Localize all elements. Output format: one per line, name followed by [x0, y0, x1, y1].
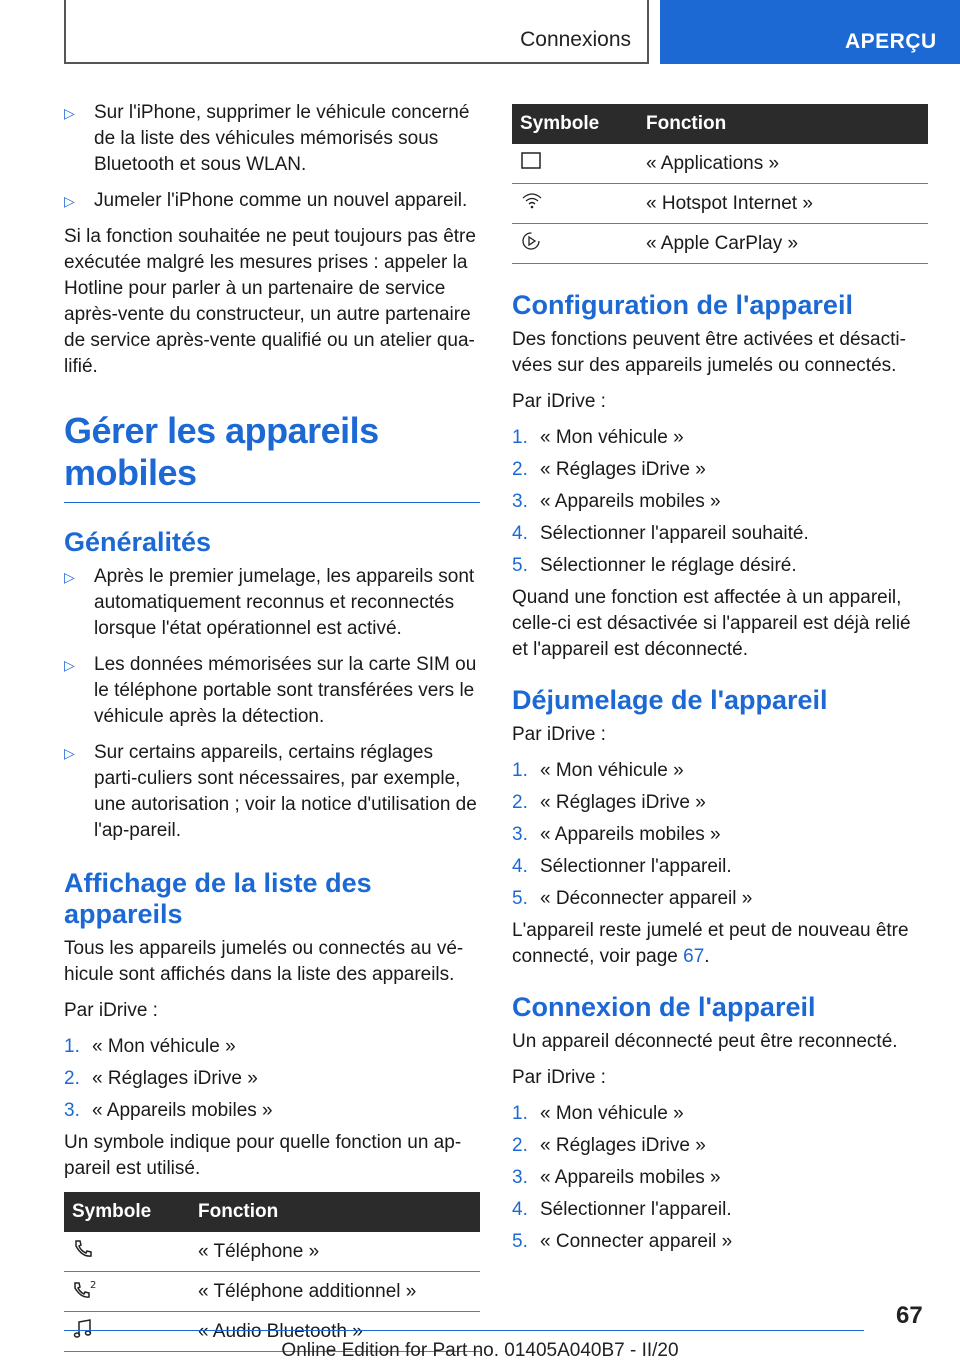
table-row — [512, 224, 928, 264]
step-item: 3. « Appareils mobiles » — [64, 1100, 273, 1121]
paragraph-configuration: Des fonctions peuvent être activées et désacti-vées sur des appareils jumelés ou connectés. — [512, 329, 906, 376]
paragraph-configuration-note: Quand une fonction est affectée à un appareil, celle-ci est désactivée si l'appareil est déjà relié et l'appareil est déconnecté. — [512, 587, 911, 660]
step-item: 2. « Réglages iDrive » — [512, 459, 706, 480]
section-title: Connexions — [520, 28, 631, 51]
left-column — [64, 100, 480, 1352]
page-link[interactable]: 67 — [683, 946, 705, 967]
table-cell-function: « Téléphone additionnel » — [190, 1272, 480, 1312]
list-item: ▷ Jumeler l'iPhone comme un nouvel appareil. — [64, 188, 480, 214]
step-item: 3. « Appareils mobiles » — [512, 824, 721, 845]
par-idrive-label: Par iDrive : — [512, 724, 606, 745]
paragraph-hotline: Si la fonction souhaitée ne peut toujours pas être exécutée malgré les mesures prises : appeler la Hotline pour parler à un partenaire de service après-vente du constructeur, un autre partenaire de service après-vente qualifié ou un atelier qua-lifié. — [64, 226, 476, 377]
wifi-hotspot-icon — [520, 196, 544, 217]
table-cell-function: « Apple CarPlay » — [638, 224, 928, 264]
step-item: 1. « Mon véhicule » — [512, 427, 684, 448]
svg-text:2: 2 — [90, 1279, 97, 1291]
tab-apercu-label: APERÇU — [845, 30, 937, 53]
table-row — [512, 184, 928, 224]
phone-icon — [72, 1244, 94, 1265]
step-item: 5. « Connecter appareil » — [512, 1231, 733, 1252]
table-cell-function: « Applications » — [638, 144, 928, 184]
heading-device-list: Affichage de la liste des appareils — [64, 868, 372, 929]
heading-unpair: Déjumelage de l'appareil — [512, 685, 828, 715]
apps-icon — [520, 156, 542, 177]
table-row — [64, 1272, 480, 1312]
step-item: 2. « Réglages iDrive » — [64, 1068, 258, 1089]
table-row — [64, 1232, 480, 1272]
step-item: 2. « Réglages iDrive » — [512, 792, 706, 813]
page-title: Gérer les appareils mobiles — [64, 410, 480, 503]
triangle-bullet-icon: ▷ — [64, 193, 75, 209]
triangle-bullet-icon: ▷ — [64, 105, 75, 121]
footer-edition: Online Edition for Part no. 01405A040B7 - II/20 — [281, 1340, 679, 1361]
table-header-symbol: Symbole — [64, 1192, 190, 1232]
table-header-function: Fonction — [638, 104, 928, 144]
triangle-bullet-icon: ▷ — [64, 569, 75, 585]
par-idrive-label: Par iDrive : — [512, 391, 606, 412]
tab-apercu[interactable] — [660, 0, 960, 64]
page-number: 67 — [896, 1302, 923, 1329]
page-header — [0, 0, 960, 66]
symbol-table — [512, 104, 928, 264]
par-idrive-label: Par iDrive : — [512, 1067, 606, 1088]
step-item: 4. Sélectionner l'appareil. — [512, 1199, 732, 1220]
table-cell-function: « Hotspot Internet » — [638, 184, 928, 224]
heading-generalites: Généralités — [64, 527, 212, 557]
paragraph-symbol: Un symbole indique pour quelle fonction un ap-pareil est utilisé. — [64, 1132, 462, 1179]
step-item: 4. Sélectionner l'appareil souhaité. — [512, 523, 809, 544]
right-column — [512, 104, 928, 1261]
step-item: 1. « Mon véhicule » — [512, 1103, 684, 1124]
paragraph-connect: Un appareil déconnecté peut être reconnecté. — [512, 1031, 898, 1052]
heading-connect: Connexion de l'appareil — [512, 992, 816, 1022]
step-item: 1. « Mon véhicule » — [512, 760, 684, 781]
heading-configuration: Configuration de l'appareil — [512, 290, 853, 320]
step-item: 2. « Réglages iDrive » — [512, 1135, 706, 1156]
step-item: 3. « Appareils mobiles » — [512, 1167, 721, 1188]
step-item: 5. Sélectionner le réglage désiré. — [512, 555, 797, 576]
footer-rule — [64, 1330, 864, 1331]
table-header-function: Fonction — [190, 1192, 480, 1232]
step-item: 3. « Appareils mobiles » — [512, 491, 721, 512]
section-box — [64, 0, 649, 64]
step-item: 5. « Déconnecter appareil » — [512, 888, 753, 909]
table-header-symbol: Symbole — [512, 104, 638, 144]
triangle-bullet-icon: ▷ — [64, 745, 75, 761]
paragraph-unpair-note: L'appareil reste jumelé et peut de nouveau être connecté, voir page 67. — [512, 920, 909, 967]
symbol-table — [64, 1192, 480, 1352]
list-item: ▷ Sur l'iPhone, supprimer le véhicule concerné de la liste des véhicules mémorisés sous Bluetooth et sous WLAN. — [64, 102, 470, 175]
table-cell-function: « Téléphone » — [190, 1232, 480, 1272]
paragraph-device-list: Tous les appareils jumelés ou connectés au vé-hicule sont affichés dans la liste des appareils. — [64, 938, 464, 985]
table-cell-function: « Audio Bluetooth » — [190, 1312, 480, 1352]
step-item: 4. Sélectionner l'appareil. — [512, 856, 732, 877]
list-item: ▷ Après le premier jumelage, les appareils sont automatiquement reconnus et reconnectés lorsque l'état opérationnel est activé. — [64, 566, 475, 639]
table-row — [512, 144, 928, 184]
phone-2-icon — [72, 1279, 98, 1305]
carplay-icon — [520, 236, 542, 257]
par-idrive-label: Par iDrive : — [64, 1000, 158, 1021]
triangle-bullet-icon: ▷ — [64, 657, 75, 673]
step-item: 1. « Mon véhicule » — [64, 1036, 236, 1057]
list-item: ▷ Les données mémorisées sur la carte SIM ou le téléphone portable sont transférées vers le véhicule après la détection. — [64, 654, 477, 727]
list-item: ▷ Sur certains appareils, certains réglages parti-culiers sont nécessaires, par exemple, une autorisation ; voir la notice d'utilisation de l'ap-pareil. — [64, 742, 477, 841]
